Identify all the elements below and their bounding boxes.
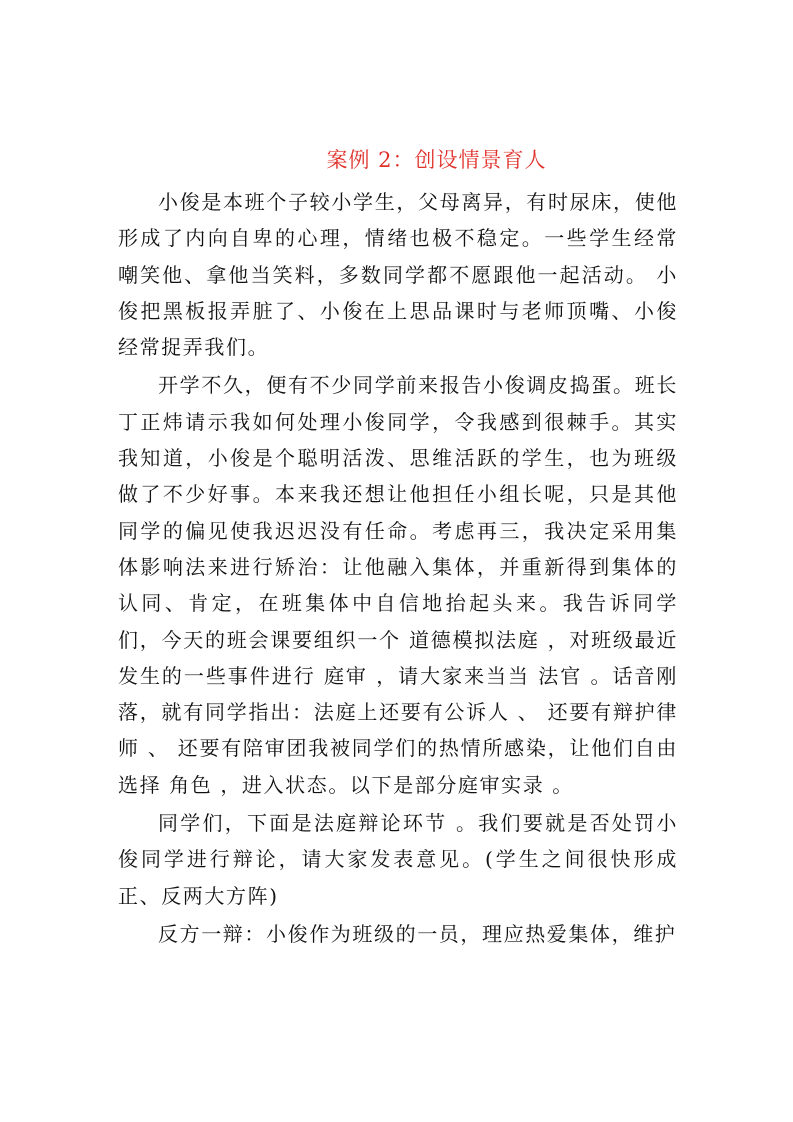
paragraph-1: 小俊是本班个子较小学生，父母离异，有时尿床，使他形成了内向自卑的心理，情绪也极不稳定。一些学生经常嘲笑他、拿他当笑料，多数同学都不愿跟他一起活动。 小俊把黑板报弄脏了、小俊在上思品课时与老师顶嘴、小俊经常捉弄我们。	[118, 190, 678, 360]
document-body	[118, 184, 678, 952]
paragraph-3: 同学们，下面是法庭辩论环节 。我们要就是否处罚小俊同学进行辩论，请大家发表意见。(学生之间很快形成正、反两大方阵)	[118, 811, 678, 908]
paragraph-2: 开学不久，便有不少同学前来报告小俊调皮捣蛋。班长丁正炜请示我如何处理小俊同学，令我感到很棘手。其实我知道，小俊是个聪明活泼、思维活跃的学生，也为班级做了不少好事。本来我还想让他担任小组长呢，只是其他同学的偏见使我迟迟没有任命。考虑再三，我决定采用集体影响法来进行矫治：让他融入集体，并重新得到集体的认同、肯定，在班集体中自信地抬起头来。我告诉同学们，今天的班会课要组织一个 道德模拟法庭 ，对班级最近发生的一些事件进行 庭审 ，请大家来当当 法官 。话音刚落，就有同学指出：法庭上还要有公诉人 、 还要有辩护律师 、 还要有陪审团我被同学们的热情所感染，让他们自由选择 角色 ，进入状态。以下是部分庭审实录 。	[118, 373, 678, 797]
document-title: 案例 2：创设情景育人	[326, 148, 547, 172]
paragraph-4: 反方一辩：小俊作为班级的一员，理应热爱集体，维护	[158, 921, 677, 946]
